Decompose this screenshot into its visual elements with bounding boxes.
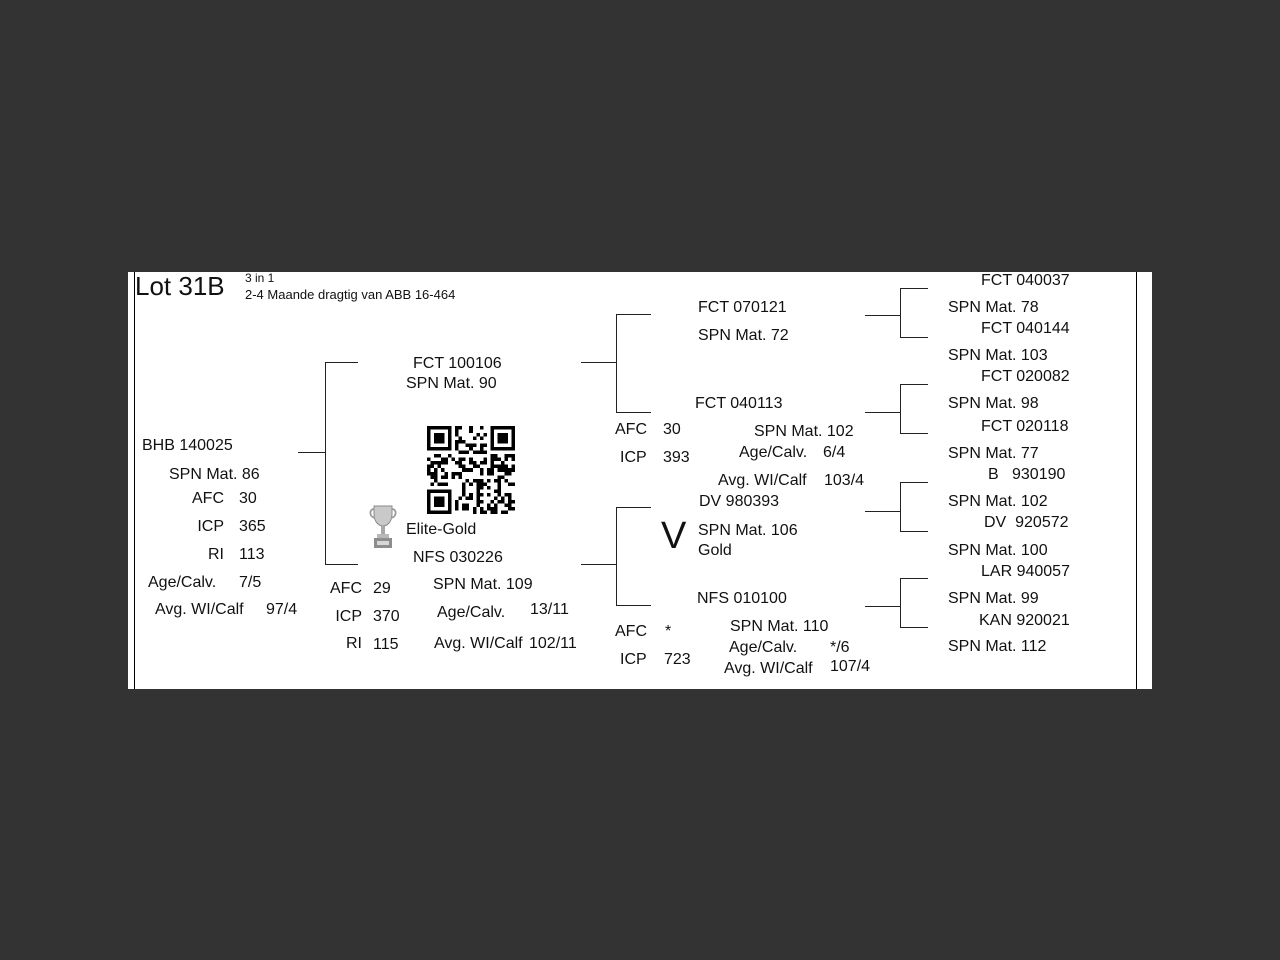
animal-ri-label: RI <box>208 546 224 563</box>
animal-icp-label: ICP <box>197 518 224 535</box>
gg-6-id: DV 920572 <box>984 514 1069 531</box>
gg-6-spn: SPN Mat. 100 <box>948 542 1048 559</box>
dd-id: NFS 010100 <box>697 590 787 607</box>
dam-afc: 29 <box>373 580 391 597</box>
sire-id: FCT 100106 <box>413 355 502 372</box>
gg-1-spn: SPN Mat. 78 <box>948 299 1039 316</box>
gg-2-spn: SPN Mat. 103 <box>948 347 1048 364</box>
connector-ds <box>616 507 651 508</box>
ss-id: FCT 070121 <box>698 299 787 316</box>
dd-agecalv-label: Age/Calv. <box>729 639 798 656</box>
gg-4-id: FCT 020118 <box>981 418 1069 435</box>
dam-avg-label: Avg. WI/Calf <box>434 635 523 652</box>
dam-icp: 370 <box>373 608 400 625</box>
gg-8-spn: SPN Mat. 112 <box>948 638 1047 655</box>
gg-8-id: KAN 920021 <box>979 612 1070 629</box>
gg-1-id: FCT 040037 <box>981 272 1070 289</box>
connector-animal <box>298 452 325 453</box>
pedigree-card <box>128 272 1152 689</box>
animal-agecalv-label: Age/Calv. <box>148 574 217 591</box>
connector-gg5 <box>900 482 928 483</box>
animal-ri: 113 <box>239 546 265 563</box>
animal-id: BHB 140025 <box>142 437 233 454</box>
bracket-ds <box>900 482 901 531</box>
lot-title: Lot 31B <box>135 272 225 301</box>
animal-afc: 30 <box>239 490 257 507</box>
connector-dam <box>325 564 358 565</box>
connector-ds-out <box>865 511 900 512</box>
dd-avg: 107/4 <box>830 658 871 675</box>
bracket-sd <box>900 384 901 433</box>
lot-tag: 3 in 1 <box>245 272 275 285</box>
connector-ss-out <box>865 315 900 316</box>
connector-gg3 <box>900 384 928 385</box>
dam-avg: 102/11 <box>529 635 577 652</box>
connector-gg6 <box>900 531 928 532</box>
bracket-sire <box>616 314 617 412</box>
sd-afc: 30 <box>663 421 681 438</box>
dd-spn: SPN Mat. 110 <box>730 618 829 635</box>
ds-spn: SPN Mat. 106 <box>698 522 798 539</box>
card-right-border <box>1136 272 1137 689</box>
animal-avg: 97/4 <box>266 601 298 618</box>
connector-dd-out <box>865 606 900 607</box>
connector-sd-out <box>865 412 900 413</box>
dd-afc: * <box>665 623 672 640</box>
sd-avg: 103/4 <box>824 472 865 489</box>
dd-afc-label: AFC <box>615 623 647 640</box>
card-left-border <box>134 272 135 689</box>
gg-3-spn: SPN Mat. 98 <box>948 395 1039 412</box>
dd-avg-label: Avg. WI/Calf <box>724 660 813 677</box>
bracket-dd <box>900 578 901 627</box>
connector-gg1 <box>900 288 928 289</box>
animal-avg-label: Avg. WI/Calf <box>155 601 244 618</box>
dd-icp: 723 <box>664 651 691 668</box>
connector-sire-out <box>581 362 616 363</box>
connector-ss <box>616 314 651 315</box>
gg-7-id: LAR 940057 <box>981 563 1070 580</box>
sd-spn: SPN Mat. 102 <box>754 423 854 440</box>
sd-agecalv-label: Age/Calv. <box>739 444 808 461</box>
connector-gg2 <box>900 337 928 338</box>
connector-gg7 <box>900 578 928 579</box>
connector-dd <box>616 605 651 606</box>
lot-subtitle: 2-4 Maande dragtig van ABB 16-464 <box>245 287 456 302</box>
sd-icp-label: ICP <box>620 449 647 466</box>
dam-id: NFS 030226 <box>413 549 503 566</box>
animal-spn: SPN Mat. 86 <box>169 466 260 483</box>
connector-gg4 <box>900 433 928 434</box>
sd-afc-label: AFC <box>615 421 647 438</box>
sd-icp: 393 <box>663 449 690 466</box>
dam-spn: SPN Mat. 109 <box>433 576 533 593</box>
dd-icp-label: ICP <box>620 651 647 668</box>
sire-spn: SPN Mat. 90 <box>406 375 497 392</box>
qr-code-icon <box>427 426 515 514</box>
ds-mark: V <box>661 515 687 557</box>
bracket-ss <box>900 288 901 337</box>
animal-agecalv: 7/5 <box>239 574 262 591</box>
connector-dam-out <box>581 564 616 565</box>
dam-icp-label: ICP <box>335 608 362 625</box>
dd-agecalv: */6 <box>830 639 850 656</box>
bracket-gen1 <box>325 362 326 564</box>
connector-gg8 <box>900 627 928 628</box>
dam-agecalv-label: Age/Calv. <box>437 604 506 621</box>
gg-7-spn: SPN Mat. 99 <box>948 590 1039 607</box>
dam-agecalv: 13/11 <box>530 601 569 618</box>
connector-sd <box>616 412 651 413</box>
sd-avg-label: Avg. WI/Calf <box>718 472 807 489</box>
animal-afc-label: AFC <box>192 490 224 507</box>
sd-id: FCT 040113 <box>695 395 783 412</box>
ds-id: DV 980393 <box>699 493 780 510</box>
dam-ri-label: RI <box>346 635 362 652</box>
gg-3-id: FCT 020082 <box>981 368 1070 385</box>
connector-sire <box>325 362 358 363</box>
trophy-icon <box>368 504 398 550</box>
dam-ri: 115 <box>373 636 399 653</box>
bracket-dam <box>616 507 617 605</box>
ss-spn: SPN Mat. 72 <box>698 327 789 344</box>
animal-icp: 365 <box>239 518 266 535</box>
dam-award: Elite-Gold <box>406 521 477 538</box>
gg-4-spn: SPN Mat. 77 <box>948 445 1039 462</box>
dam-afc-label: AFC <box>330 580 362 597</box>
gg-2-id: FCT 040144 <box>981 320 1070 337</box>
ds-note: Gold <box>698 542 732 559</box>
sd-agecalv: 6/4 <box>823 444 846 461</box>
gg-5-spn: SPN Mat. 102 <box>948 493 1048 510</box>
gg-5-id: B 930190 <box>988 466 1066 483</box>
